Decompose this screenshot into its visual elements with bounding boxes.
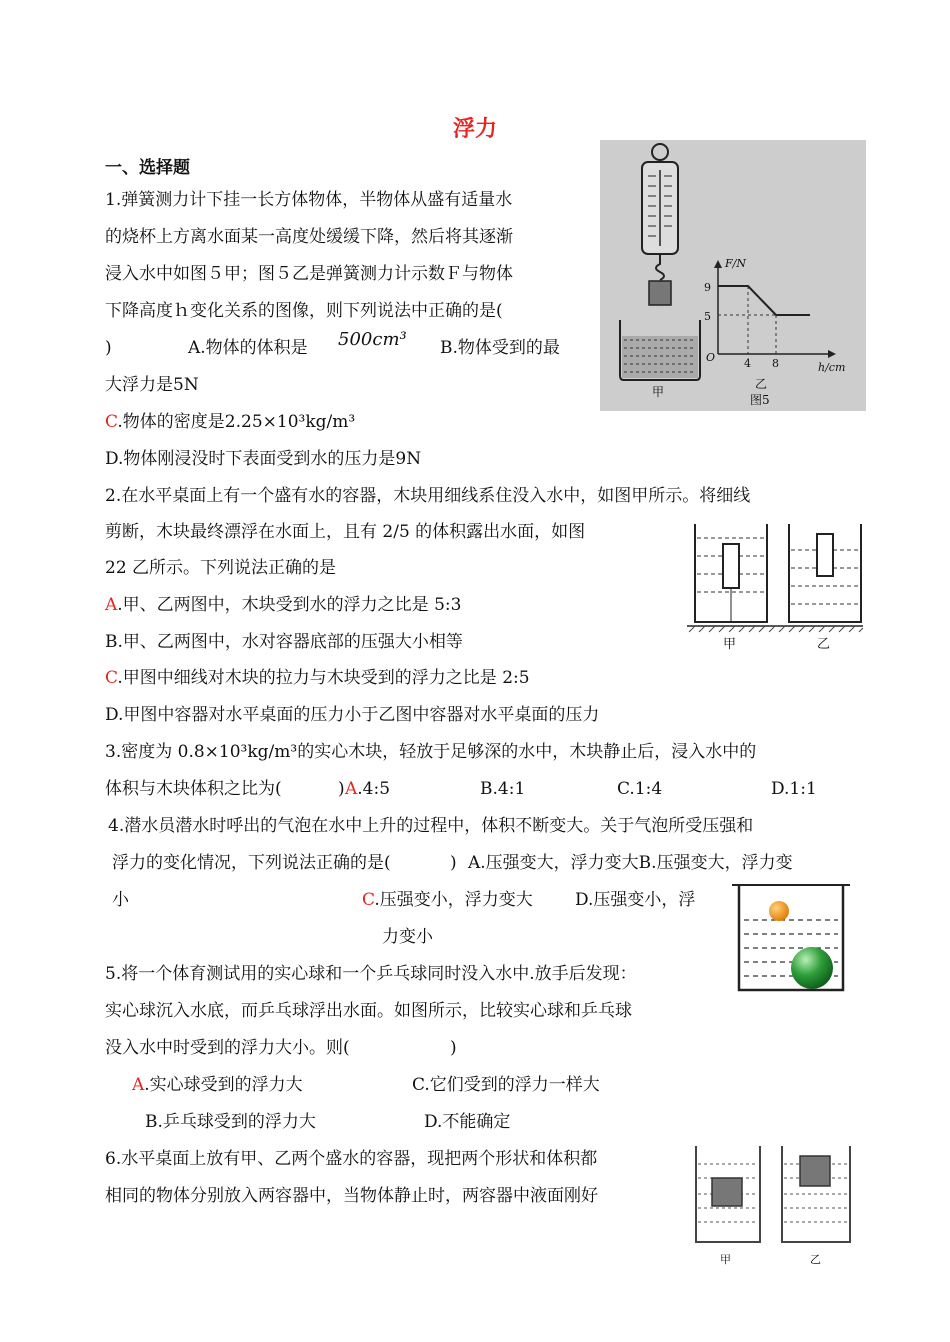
q3-option-a [345,779,390,799]
graph-origin: O [706,351,716,364]
q1-volume-value: 500cm³ [338,329,407,350]
figure-label-right: 乙 [810,1253,821,1266]
q1-option-b: B.物体受到的最 [440,338,560,358]
option-text: .压强变小，浮力变大 [374,890,533,910]
graph-y-tick-5: 5 [704,310,711,323]
q2-line-2: 剪断，木块最终漂浮在水面上，且有 2/5 的体积露出水面，如图 [105,522,586,542]
figure-5 [600,140,866,411]
q1-option-c [105,412,355,432]
figure-caption: 图5 [750,393,770,407]
q5-line-2: 实心球沉入水底，而乒乓球浮出水面。如图所示，比较实心球和乒乓球 [105,1001,632,1021]
option-text: .甲、乙两图中，木块受到水的浮力之比是 5:3 [117,595,462,615]
answer-mark: C [362,890,375,910]
q1-line-3: 浸入水中如图５甲；图５乙是弹簧测力计示数Ｆ与物体 [105,264,513,284]
graph-x-label: h/cm [818,361,846,374]
q2-line-3: 22 乙所示。下列说法正确的是 [105,558,337,578]
q1-line-2: 的烧杯上方离水面某一高度处缓缓下降，然后将其逐渐 [105,227,513,247]
option-text: .物体的密度是2.25×10³kg/m³ [117,412,356,432]
option-text: .实心球受到的浮力大 [144,1075,303,1095]
q3-line-1: 3.密度为 0.8×10³kg/m³的实心木块，轻放于足够深的水中，木块静止后，浸入水中的 [105,742,757,762]
q2-line-1: 2.在水平桌面上有一个盛有水的容器，木块用细线系住没入水中，如图甲所示。将细线 [105,486,751,506]
q2-option-c [105,668,530,688]
q2-option-b: B.甲、乙两图中，水对容器底部的压强大小相等 [105,632,463,652]
q4-option-d: D.压强变小，浮 [575,890,696,910]
q1-paren-close: ) [105,338,112,358]
q5-paren-close: ) [450,1038,457,1058]
q5-option-a [132,1075,303,1095]
page-title: 浮力 [452,117,497,142]
q4-paren-close: ) [450,853,457,873]
q2-option-d: D.甲图中容器对水平桌面的压力小于乙图中容器对水平桌面的压力 [105,705,600,725]
answer-mark: A [105,595,118,615]
q5-option-c: C.它们受到的浮力一样大 [412,1075,600,1095]
q1-option-b-cont: 大浮力是5N [105,375,199,395]
q5-option-d: D.不能确定 [424,1112,511,1132]
q4-option-c [362,890,533,910]
q3-option-b: B.4:1 [480,779,526,799]
figure-label-left: 甲 [652,385,665,399]
figure-q6-drawing [690,1144,860,1274]
figure-q2 [685,518,865,658]
q3-option-c: C.1:4 [617,779,663,799]
q4-option-d-cont: 力变小 [382,927,433,947]
q1-option-d: D.物体刚浸没时下表面受到水的压力是9N [105,449,422,469]
q4-options-ab: A.压强变大，浮力变大B.压强变大，浮力变 [468,853,793,873]
q3-line-2: 体积与木块体积之比为( [105,779,282,799]
q4-line-2: 浮力的变化情况，下列说法正确的是( [112,853,391,873]
q1-line-4: 下降高度ｈ变化关系的图像，则下列说法中正确的是( [105,301,503,321]
graph-y-label: F/N [725,257,746,270]
figure-label-left: 甲 [720,1253,731,1266]
graph-x-tick-8: 8 [772,357,779,370]
q2-option-a [105,595,461,615]
option-text: .甲图中细线对木块的拉力与木块受到的浮力之比是 2:5 [117,668,530,688]
graph-x-tick-4: 4 [744,357,751,370]
figure-label-right: 乙 [755,377,768,391]
q3-paren-close: ) [338,779,345,799]
q6-line-2: 相同的物体分别放入两容器中，当物体静止时，两容器中液面刚好 [105,1186,598,1206]
figure-q2-drawing [685,518,865,658]
q5-line-1: 5.将一个体育测试用的实心球和一个乒乓球同时没入水中.放手后发现： [105,964,637,984]
q6-line-1: 6.水平桌面上放有甲、乙两个盛水的容器，现把两个形状和体积都 [105,1149,598,1169]
answer-mark: C [105,668,118,688]
figure-label-right: 乙 [817,637,831,652]
q5-option-b: B.乒乓球受到的浮力大 [145,1112,316,1132]
figure-q5-drawing [732,882,850,994]
q1-option-a: A.物体的体积是 [188,338,308,358]
q4-line-1: 4.潜水员潜水时呼出的气泡在水中上升的过程中，体积不断变大。关于气泡所受压强和 [108,816,754,836]
answer-mark: A [345,779,358,799]
section-heading: 一、选择题 [105,158,190,178]
figure-q6 [690,1144,860,1274]
q1-line-1: 1.弹簧测力计下挂一长方体物体，半物体从盛有适量水 [105,190,513,210]
answer-mark: A [132,1075,145,1095]
graph-y-tick-9: 9 [704,281,711,294]
figure-q5 [732,882,850,994]
option-text: .4:5 [357,779,391,799]
q4-line-3: 小 [112,890,129,910]
figure-label-left: 甲 [723,637,737,652]
q3-option-d: D.1:1 [771,779,817,799]
q5-line-3: 没入水中时受到的浮力大小。则( [105,1038,350,1058]
answer-mark: C [105,412,118,432]
